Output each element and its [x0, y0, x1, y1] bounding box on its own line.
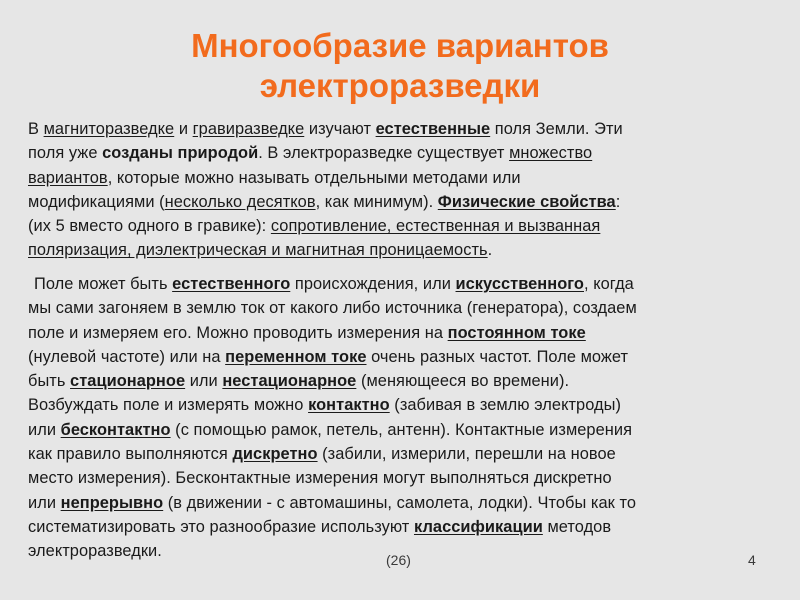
text-segment: . [487, 241, 493, 260]
emphasized-term: переменном токе [225, 347, 367, 366]
paragraph-2 [28, 272, 776, 564]
page-number: 4 [748, 552, 756, 568]
text-line [28, 345, 776, 369]
text-segment: очень разных частот. Поле может [366, 347, 629, 366]
emphasized-term: сопротивление, естественная и вызванная [270, 217, 601, 236]
emphasized-term: контактно [308, 396, 390, 415]
text-line [28, 515, 776, 539]
emphasized-term: несколько десятков [164, 192, 316, 211]
text-segment: : [615, 192, 621, 211]
text-line [28, 190, 770, 214]
text-segment: (в движении - с автомашины, самолета, лодки). Чтобы как то [163, 493, 636, 512]
text-segment: быть [28, 372, 71, 391]
emphasized-term: Физические свойства [437, 192, 616, 211]
emphasized-term: искусственного [455, 275, 584, 293]
text-segment: изучают [304, 120, 376, 138]
text-segment: мы сами загоняем в землю ток от какого либо источника (генератора), создаем [28, 299, 637, 318]
text-segment: (меняющееся во времени). [356, 372, 570, 391]
emphasized-term: классификации [413, 517, 543, 536]
text-segment: систематизировать это разнообразие используют [28, 517, 414, 536]
text-segment: (их 5 вместо одного в гравике): [28, 217, 271, 236]
emphasized-term: бесконтактно [60, 420, 171, 439]
emphasized-term: постоянном токе [447, 323, 586, 342]
text-line [28, 491, 776, 515]
text-line [28, 117, 770, 141]
text-segment: электроразведки. [28, 542, 162, 561]
emphasized-term: множество [509, 144, 593, 163]
emphasized-term: поляризация, диэлектрическая и магнитная проницаемость [28, 241, 488, 260]
text-segment: или [28, 420, 61, 439]
text-segment: , когда [584, 275, 634, 293]
text-segment: как правило выполняются [28, 445, 233, 464]
emphasized-term: стационарное [70, 372, 186, 391]
text-line [28, 321, 776, 345]
text-segment: (нулевой частоте) или на [28, 347, 226, 366]
text-segment: , которые можно называть отдельными методами или [107, 168, 521, 187]
text-line [28, 393, 776, 417]
emphasized-term: естественного [172, 275, 291, 293]
text-line [28, 141, 770, 165]
emphasized-term: дискретно [232, 445, 318, 464]
emphasized-term: созданы природой [102, 144, 259, 163]
text-segment: поля Земли. Эти [490, 120, 623, 138]
text-segment: место измерения). Бесконтактные измерения могут выполняться дискретно [28, 469, 612, 488]
text-line [28, 272, 776, 296]
text-line [28, 166, 770, 190]
emphasized-term: непрерывно [60, 493, 164, 512]
text-segment: и [174, 120, 193, 138]
text-line [28, 418, 776, 442]
emphasized-term: магниторазведке [43, 120, 175, 138]
title-line-2: электроразведки [259, 67, 541, 104]
text-segment: Возбуждать поле и измерять можно [28, 396, 309, 415]
slide-title [0, 26, 800, 106]
text-line [28, 369, 776, 393]
text-segment: или [28, 493, 61, 512]
text-segment: поле и измеряем его. Можно проводить измерения на [28, 323, 448, 342]
footer-reference: (26) [386, 552, 411, 568]
title-line-1: Многообразие вариантов [191, 27, 609, 64]
text-segment: или [185, 372, 223, 391]
text-segment: методов [542, 517, 612, 536]
text-segment: (забивая в землю электроды) [389, 396, 621, 415]
text-segment: (с помощью рамок, петель, антенн). Контактные измерения [170, 420, 632, 439]
emphasized-term: вариантов [28, 168, 108, 187]
text-line [28, 214, 770, 238]
text-segment: Поле может быть [34, 275, 173, 293]
text-segment: модификациями ( [28, 192, 165, 211]
text-segment: В [28, 120, 44, 138]
text-line [28, 296, 776, 320]
text-line [28, 238, 770, 262]
text-segment: . В электроразведке существует [258, 144, 510, 163]
emphasized-term: естественные [375, 120, 491, 138]
text-segment: происхождения, или [290, 275, 456, 293]
text-segment: , как минимум). [315, 192, 438, 211]
text-line [28, 442, 776, 466]
text-segment: поля уже [28, 144, 103, 163]
text-line [28, 466, 776, 490]
paragraph-1 [28, 117, 770, 263]
emphasized-term: гравиразведке [192, 120, 305, 138]
emphasized-term: нестационарное [222, 372, 357, 391]
text-segment: (забили, измерили, перешли на новое [317, 445, 616, 464]
